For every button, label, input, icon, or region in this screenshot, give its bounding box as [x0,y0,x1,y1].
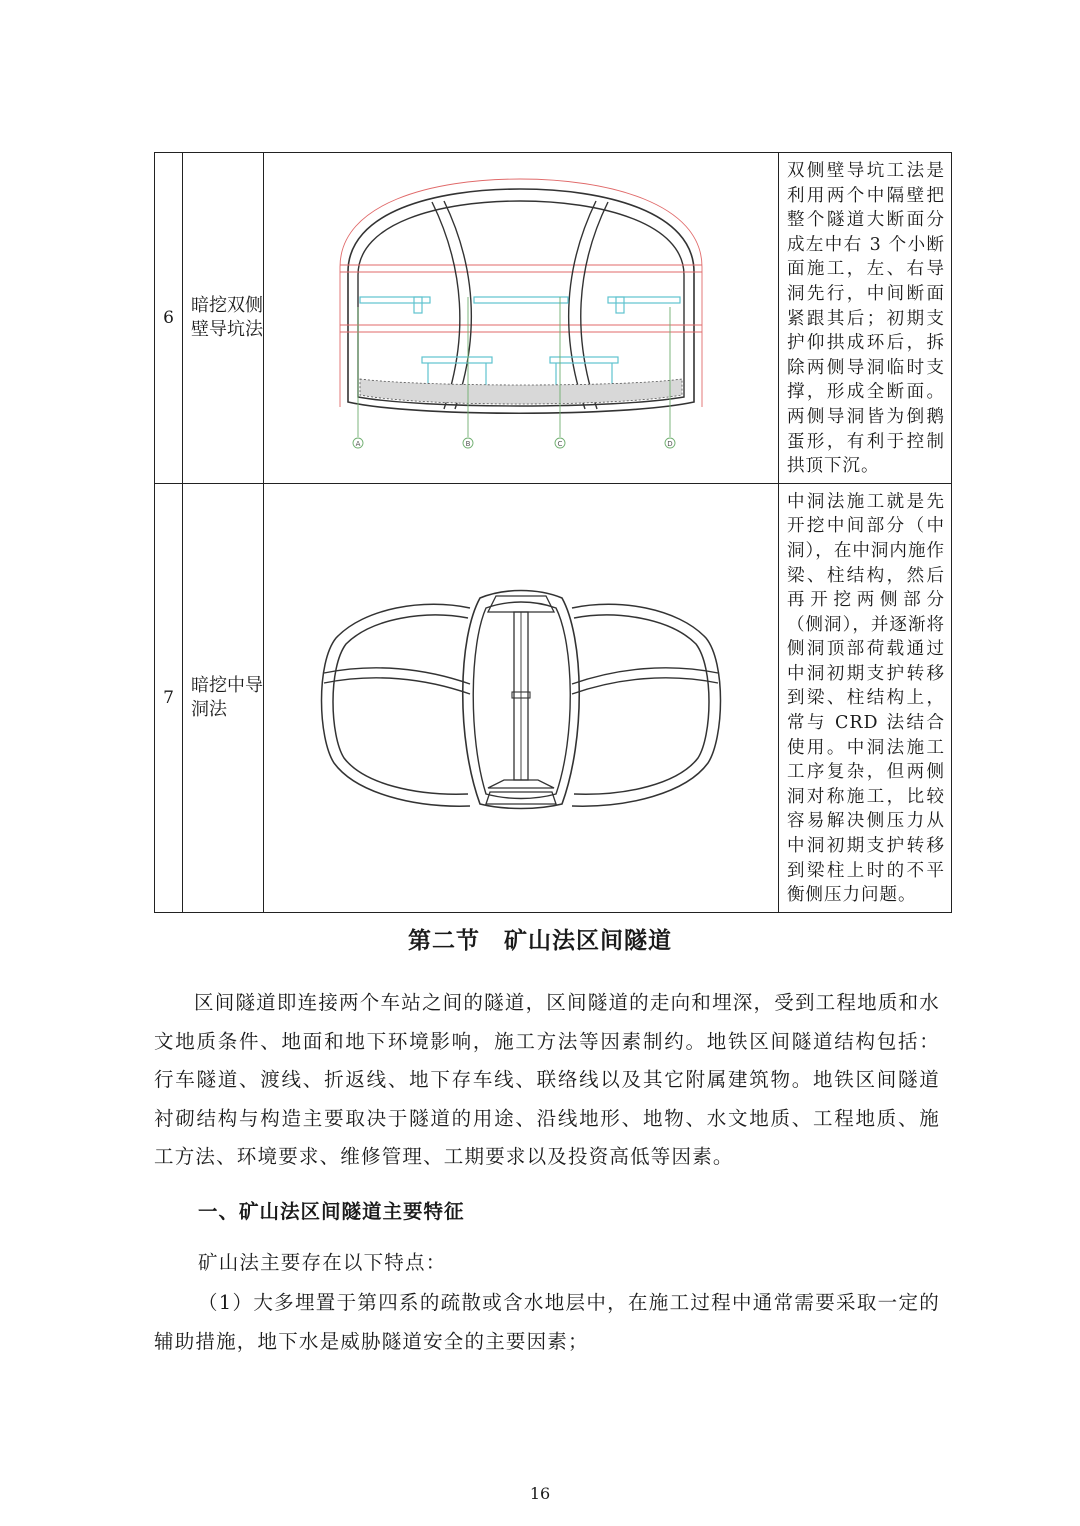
paragraph: （1）大多埋置于第四系的疏散或含水地层中，在施工过程中通常需要采取一定的辅助措施，地下水是威胁隧道安全的主要因素； [154,1291,940,1353]
method-name: 暗挖中导洞法 [183,483,264,912]
subheading: 一、矿山法区间隧道主要特征 [198,1200,465,1223]
method-description: 双侧壁导坑工法是利用两个中隔壁把整个隧道大断面分成左中右 3 个小断面施工，左、右导洞先行，中间断面紧跟其后；初期支护仰拱成环后，拆除两侧导洞临时支撑，形成全断面。两侧导洞皆为倒鹅蛋形，有利于控制拱顶下沉。 [779,153,952,484]
construction-methods-table [154,152,952,913]
table-row [155,483,952,912]
table-row [155,153,952,484]
section-title: 第二节 矿山法区间隧道 [408,927,672,954]
axis-label-a: A [355,440,361,449]
double-side-drift-diagram [264,157,778,478]
axis-label-d: D [667,440,673,449]
paragraph: 区间隧道即连接两个车站之间的隧道，区间隧道的走向和埋深，受到工程地质和水文地质条件、地面和地下环境影响，施工方法等因素制约。地铁区间隧道结构包括：行车隧道、渡线、折返线、地下存车线、联络线以及其它附属建筑物。地铁区间隧道衬砌结构与构造主要取决于隧道的用途、沿线地形、地物、水文地质、工程地质、施工方法、环境要求、维修管理、工期要求以及投资高低等因素。 [154,991,940,1168]
row-number: 7 [155,483,183,912]
method-description: 中洞法施工就是先开挖中间部分（中洞），在中洞内施作梁、柱结构，然后再开挖两侧部分（侧洞），并逐渐将侧洞顶部荷载通过中洞初期支护转移到梁、柱结构上，常与 CRD 法结合使用。中洞法施工工序复杂，但两侧洞对称施工，比较容易解决侧压力从中洞初期支护转移到梁柱上时的不平衡侧压力问题。 [779,483,952,912]
center-drift-diagram [264,488,778,908]
paragraph: 矿山法主要存在以下特点： [198,1251,447,1274]
method-figure-cell [264,483,779,912]
page-number: 16 [529,1484,551,1503]
method-name: 暗挖双侧壁导坑法 [183,153,264,484]
axis-label-c: C [557,440,563,449]
method-figure-cell [264,153,779,484]
row-number: 6 [155,153,183,484]
axis-label-b: B [465,440,471,449]
